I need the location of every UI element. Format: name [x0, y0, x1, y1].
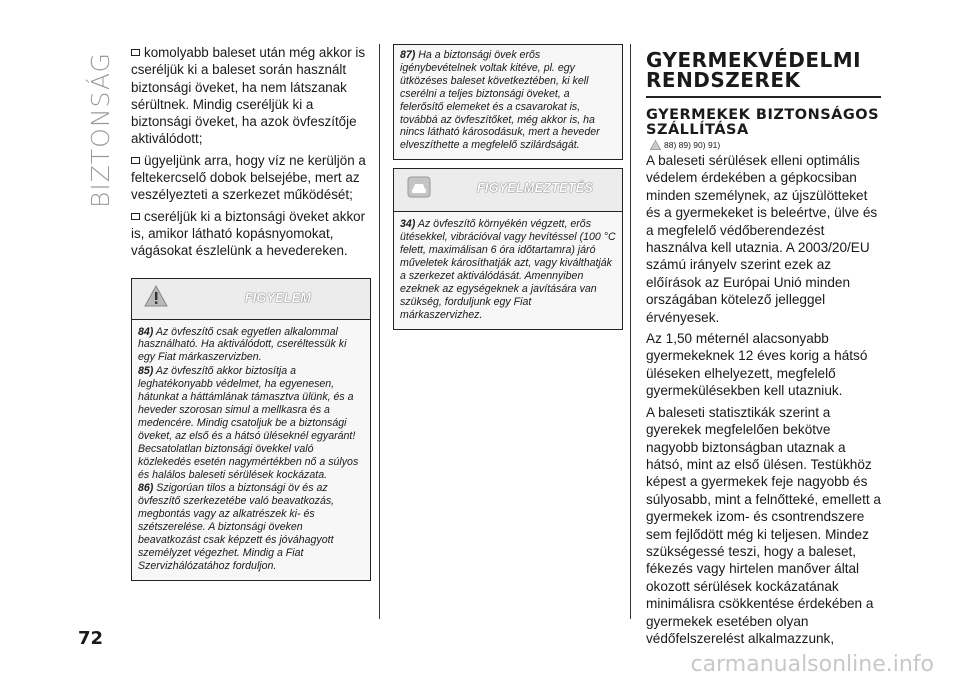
heading-rule	[646, 96, 881, 98]
warning-small-icon	[650, 140, 661, 150]
section-side-title	[86, 18, 116, 208]
body-paragraph: A baleseti statisztikák szerint a gyerekek megfelelően bekötve nagyobb biztonságban utaznak a hátsó, mint az első ülésen. Testükhöz képest a gyermekek feje nagyobb és súlyosabb, mint a felnőtteké, emellett a gyermekek izom- és csontrendszere sem fejlődött még ki teljesen. Mindez szükségessé teszi, hogy a baleset, fékezés vagy hirtelen manőver által okozott sérülések kockázatának minimálisra csökkentése érdekében a gyermekek esetében olyan védőfelszerelést alkalmazzunk,	[646, 404, 881, 646]
column-divider	[379, 44, 380, 619]
section-side-title-text: BIZTONSÁG	[86, 52, 115, 208]
column-2	[393, 44, 623, 330]
bullet-paragraph: ügyeljünk arra, hogy víz ne kerüljön a feltekercselő dobok belsejébe, mert az veszélyezteti a szerkezet működését;	[131, 152, 366, 203]
warning-title: FIGYELEM	[244, 290, 312, 305]
section-heading: GYERMEKVÉDELMI RENDSZEREK	[646, 48, 862, 92]
warning-box-continued	[393, 44, 623, 160]
warning-box	[131, 278, 371, 581]
caution-box-header	[394, 169, 622, 212]
bullet-square-icon	[131, 213, 140, 220]
bullet-square-icon	[131, 49, 140, 56]
column-1	[131, 44, 371, 581]
warning-triangle-icon	[144, 285, 168, 307]
warning-item: 85) Az övfeszítő akkor biztosítja a leghatékonyabb védelmet, ha egyenesen, hátunkat a háttámlának támasztva ülünk, és a heveder szorosan simul a mellkasra és a medencére. Mindig csatoljuk be a biztonsági öveket, az első és a hátsó üléseknél egyaránt! Becsatolatlan biztonsági övekkel való közlekedés esetén nagymértékben nő a súlyos és halálos baleseti sérülések kockázata.	[138, 365, 359, 481]
warning-item: 84) Az övfeszítő csak egyetlen alkalommal használható. Ha aktiválódott, cseréltessük ki egy Fiat márkaszervizben.	[138, 325, 347, 364]
caution-title: FIGYELMEZTETÉS	[476, 181, 593, 196]
warning-box-header	[132, 279, 370, 320]
bullet-paragraph: komolyabb baleset után még akkor is cseréljük ki a baleset során használt biztonsági öveket, ha nem látszanak sérültnek. Mindig cseréljük ki a biztonsági öveket, ha azok övfeszítője aktiválódott;	[131, 45, 366, 147]
body-paragraph: Az 1,50 méternél alacsonyabb gyermekeknek 12 éves korig a hátsó üléseken elhelyezett, megfelelő gyermekülésekben kell utazniuk.	[646, 331, 868, 399]
body-paragraph: A baleseti sérülések elleni optimális védelem érdekében a gépkocsiban minden személynek, az újszülötteket és a gyermekeket is beleértve, ülve és a megfelelő védőberendezést használva kell utaznia. A 2003/20/EU számú irányelv szerint ezek az előírások az Európai Unió minden országában kötelező jelleggel érvényesek.	[646, 153, 878, 325]
warning-item: 87) Ha a biztonsági övek erős igénybevételnek voltak kitéve, pl. egy ütközéses baleset következtében, ki kell cserélni a teljes biztonsági öveket, a felerősítő elemeket és a csavarokat is, továbbá az övfeszítőket, még akkor is, ha nincs látható károsodásuk, mert a heveder elveszíthette a megfelelő szilárdságát.	[400, 49, 600, 152]
caution-box	[393, 168, 623, 329]
bullet-paragraph: cseréljük ki a biztonsági öveket akkor is, amikor látható kopásnyomokat, vágásokat észlelünk a hevedereken.	[131, 208, 366, 259]
watermark: carmanualsonline.info	[690, 652, 934, 677]
column-3	[646, 44, 881, 651]
page-number: 72	[78, 628, 104, 649]
caution-item: 34) Az övfeszítő környékén végzett, erős ütésekkel, vibrációval vagy hevítéssel (100 °C felett, maximálisan 6 óra időtartamra) járó műveletek károsíthatják azt, vagy kiválthatják a szerkezet aktiválódását. Amennyiben ezeknek az egységeknek a javítására van szükség, forduljunk egy Fiat márkaszervizhez.	[400, 218, 616, 321]
column-divider	[630, 44, 631, 619]
bullet-square-icon	[131, 157, 140, 164]
warning-references: 88) 89) 90) 91)	[650, 140, 881, 150]
car-caution-icon	[406, 175, 432, 199]
warning-item: 86) Szigorúan tilos a biztonsági öv és az övfeszítő szerkezetébe való beavatkozás, megbontás vagy az alkatrészek ki- és szétszerelése. A biztonsági öveken beavatkozást csak képzett és jóváhagyott személyzet végezhet. Mindig a Fiat Szervizhálózatához forduljon.	[138, 482, 335, 572]
subsection-heading: GYERMEKEK BIZTONSÁGOS SZÁLLÍTÁSA	[646, 107, 880, 138]
